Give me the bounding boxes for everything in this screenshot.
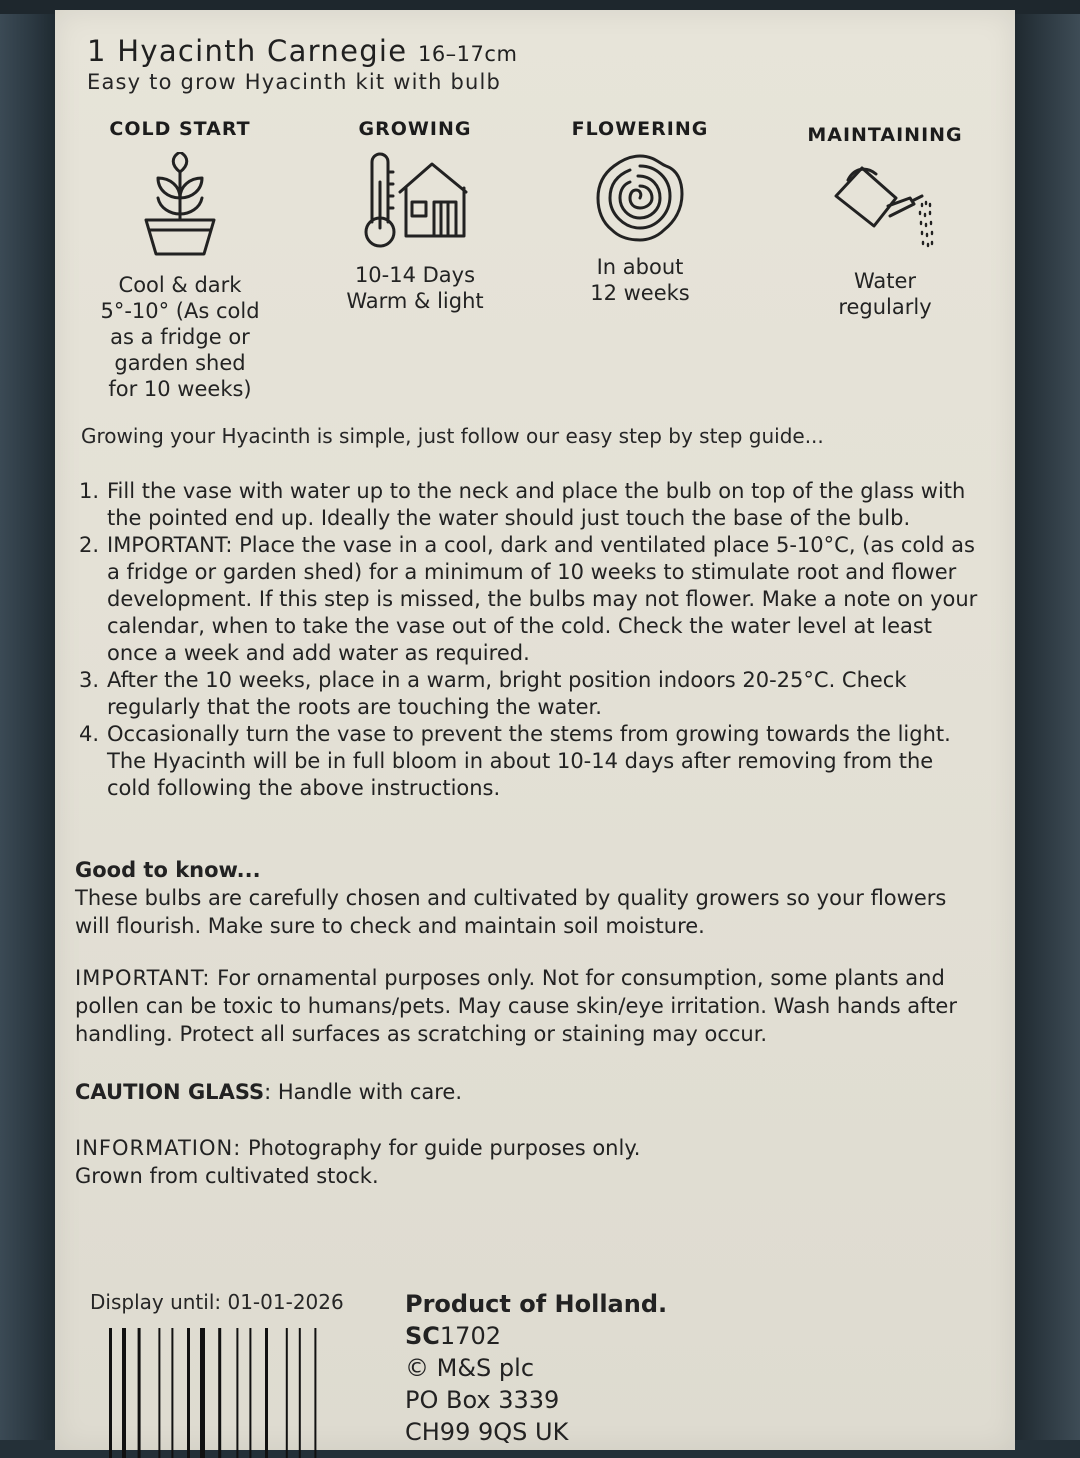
information-text: Photography for guide purposes only. [241,1136,641,1160]
list-item [79,667,979,721]
instruction-card [55,10,1015,1450]
display-until: Display until: 01-01-2026 [90,1290,344,1314]
stage-cold-start [75,118,285,402]
sc-code [405,1320,667,1352]
step-text: Occasionally turn the vase to prevent the stems from growing towards the light. The Hyacinth will be in full bloom in about 10-14 days after removing from the cold following the above instructions. [107,722,951,800]
information-section [75,1134,985,1190]
stage-heading: GROWING [358,118,472,140]
list-item [79,721,979,802]
stage-description: Water regularly [838,269,932,319]
product-origin: Product of Holland. [405,1290,668,1318]
growth-stages [65,118,1005,408]
barcode [107,1328,357,1458]
background-left [0,0,55,1440]
plant-pot-icon [140,152,220,262]
caution-section [75,1078,985,1106]
thermometer-house-icon [360,152,470,252]
stage-description: In about 12 weeks [590,255,690,305]
product-size: 16–17cm [417,42,518,66]
background-right [1010,0,1080,1440]
stage-heading: FLOWERING [571,118,709,140]
step-number: 3. [79,668,100,692]
product-name: 1 Hyacinth Carnegie [87,34,408,68]
step-number: 1. [79,479,100,503]
caution-text: : Handle with care. [264,1080,463,1104]
information-label: INFORMATION: [75,1136,242,1160]
watering-can-icon [830,158,940,258]
important-label: IMPORTANT: [75,966,211,990]
rose-flower-icon [594,152,686,244]
po-box: PO Box 3339 [405,1386,560,1414]
list-item [79,478,979,532]
sc-prefix: SC [405,1322,440,1350]
good-to-know-heading: Good to know... [75,858,261,882]
stage-maintaining [770,118,1000,320]
stage-description: 10-14 Days Warm & light [346,263,484,313]
important-text: For ornamental purposes only. Not for consumption, some plants and pollen can be toxic to humans/pets. May cause skin/eye irritation. Wash hands after handling. Protect all surfaces as scratching or staining may occur. [75,966,957,1046]
stage-description: Cool & dark 5°-10° (As cold as a fridge or garden shed for 10 weeks) [100,273,260,401]
step-text: IMPORTANT: Place the vase in a cool, dark and ventilated place 5-10°C, (as cold as a fridge or garden shed) for a minimum of 10 weeks to stimulate root and flower development. If this step is missed, the bulbs may not flower. Make a note on your calendar, when to take the vase out of the cold. Check the water level at least once a week and add water as required. [107,533,978,665]
list-item [79,532,979,667]
postcode: CH99 9QS UK [405,1418,569,1446]
header [87,34,517,94]
stage-heading: COLD START [109,118,251,140]
caution-label: CAUTION GLASS [75,1080,265,1104]
guide-steps [79,478,979,802]
guide-intro: Growing your Hyacinth is simple, just follow our easy step by step guide... [81,424,824,448]
good-to-know-text: These bulbs are carefully chosen and cultivated by quality growers so your flowers will flourish. Make sure to check and maintain soil moisture. [75,886,947,938]
step-number: 2. [79,533,100,557]
step-text: Fill the vase with water up to the neck and place the bulb on top of the glass with the pointed end up. Ideally the water should just touch the base of the bulb. [107,479,966,530]
copyright: © M&S plc [405,1354,535,1382]
producer-info [405,1288,667,1448]
stage-growing [310,118,520,314]
product-subtitle: Easy to grow Hyacinth kit with bulb [87,70,502,94]
information-line2: Grown from cultivated stock. [75,1164,379,1188]
sc-number: 1702 [439,1322,501,1350]
product-title [87,34,517,68]
stage-heading: MAINTAINING [807,124,963,146]
stage-flowering [540,118,740,306]
good-to-know-section [75,856,985,940]
important-section [75,964,985,1048]
step-text: After the 10 weeks, place in a warm, bright position indoors 20-25°C. Check regularly that the roots are touching the water. [107,668,907,719]
step-number: 4. [79,722,100,746]
